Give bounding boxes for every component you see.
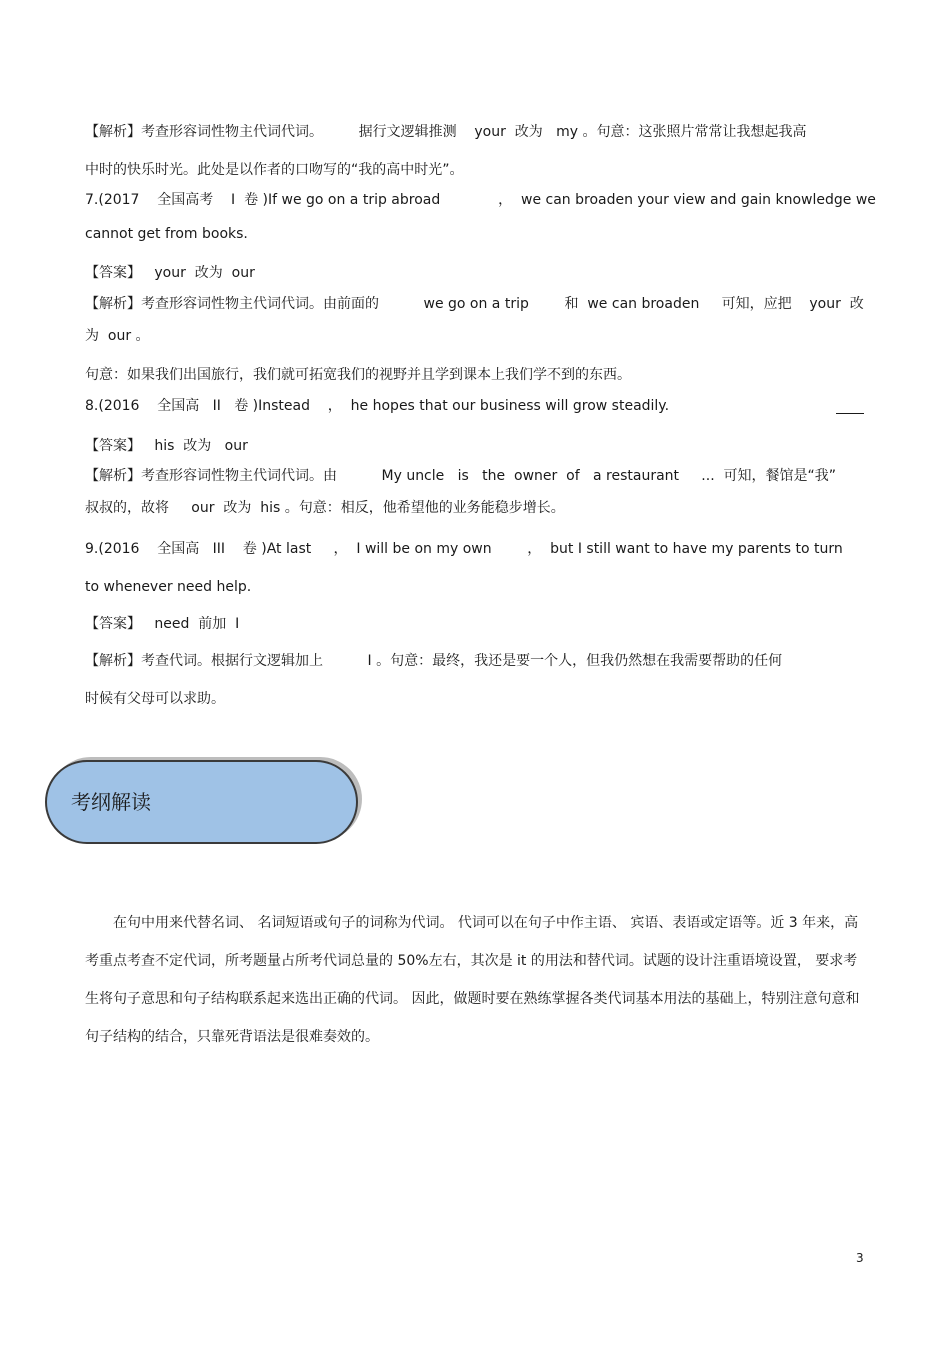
question-stem: 7.(2017 全国高考 I 卷 )If we go on a trip abroad ， we can broaden your view and gain knowledge we xyxy=(85,192,876,208)
section-title: 考纲解读 xyxy=(71,790,151,814)
analysis-line: 【解析】考查代词。根据行文逻辑加上 I 。句意：最终，我还是要一个人，但我仍然想在我需要帮助的任何 xyxy=(85,653,783,669)
analysis-line: 叔叔的，故将 our 改为 his 。句意：相反，他希望他的业务能稳步增长。 xyxy=(85,500,565,516)
analysis-line: 时候有父母可以求助。 xyxy=(85,691,225,707)
question-stem: 8.(2016 全国高 II 卷 )Instead ， he hopes that our business will grow steadily. xyxy=(85,398,670,414)
question-stem: to whenever need help. xyxy=(85,579,252,595)
question-stem: 9.(2016 全国高 III 卷 )At last ， I will be on my own ， but I still want to have my parents to turn xyxy=(85,541,843,557)
analysis-line: 【解析】考查形容词性物主代词代词。 据行文逻辑推测 your 改为 my 。句意：这张照片常常让我想起我高 xyxy=(85,124,807,140)
answer-blank xyxy=(836,413,864,414)
analysis-line: 【解析】考查形容词性物主代词代词。由前面的 we go on a trip 和 we can broaden 可知，应把 your 改 xyxy=(85,296,864,312)
answer-line: 【答案】 his 改为 our xyxy=(85,438,248,454)
analysis-line: 为 our 。 xyxy=(85,328,150,344)
analysis-line: 【解析】考查形容词性物主代词代词。由 My uncle is the owner of a restaurant ... 可知，餐馆是“我” xyxy=(85,468,837,484)
section-header xyxy=(45,760,358,844)
section-paragraph: 在句中用来代替名词、 名词短语或句子的词称为代词。 代词可以在句子中作主语、 宾语、表语或定语等。近 3 年来，高考重点考查不定代词，所考题量占所考代词总量的 50%左右，其次是 it 的用法和替代词。试题的设计注重语境设置， 要求考生将句子意思和句子结构联系起来选出正确的代词。 因此，做题时要在熟练掌握各类代词基本用法的基础上，特别注意句意和句子结构的结合，只靠死背语法是很难奏效的。 xyxy=(85,915,860,1045)
analysis-line: 句意：如果我们出国旅行，我们就可拓宽我们的视野并且学到课本上我们学不到的东西。 xyxy=(85,367,631,383)
answer-line: 【答案】 need 前加 I xyxy=(85,616,240,632)
analysis-line: 中时的快乐时光。此处是以作者的口吻写的“我的高中时光”。 xyxy=(85,162,464,178)
page-number: 3 xyxy=(856,1251,864,1265)
question-stem: cannot get from books. xyxy=(85,226,248,242)
answer-line: 【答案】 your 改为 our xyxy=(85,265,255,281)
